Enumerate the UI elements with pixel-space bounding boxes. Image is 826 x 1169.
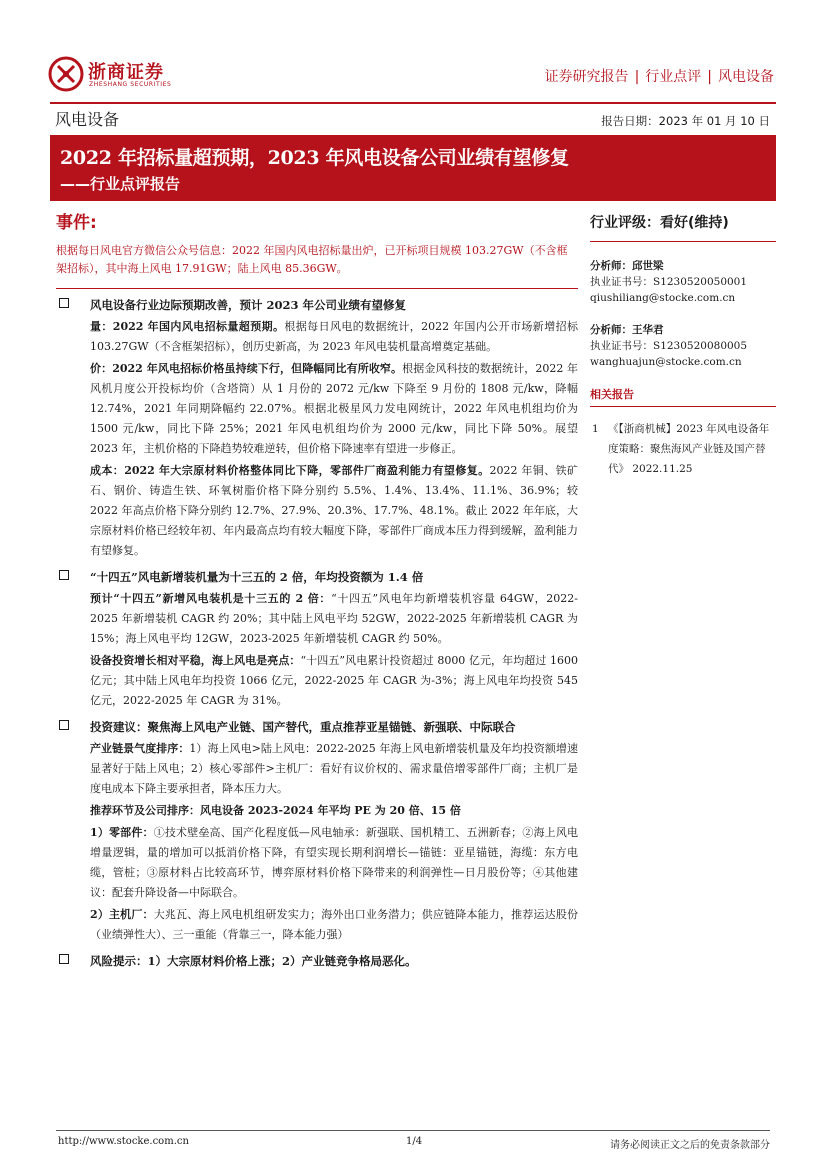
analyst-email[interactable]: wanghuajun@stocke.com.cn	[590, 356, 742, 368]
paragraph-lead: 2）主机厂：	[90, 908, 154, 921]
paragraph-lead: 1）零部件：	[90, 826, 154, 839]
section-heading: “十四五”风电新增装机量为十三五的 2 倍，年均投资额为 1.4 倍	[90, 570, 424, 584]
analyst-license: 执业证书号：S1230520080005	[590, 340, 748, 352]
paragraph	[90, 651, 578, 711]
sidebar	[590, 212, 776, 479]
section-4-risk	[56, 951, 578, 971]
related-report-title: 《【浙商机械】2023 年风电设备年度策略：聚焦海风产业链及国产替代》 2022.11.25	[608, 423, 770, 475]
paragraph-lead: 推荐环节及公司排序：风电设备 2023-2024 年平均 PE 为 20 倍、15 倍	[90, 804, 461, 817]
paragraph-lead: 量：2022 年国内风电招标量超预期。	[90, 320, 285, 333]
industry-rating: 行业评级：看好(维持)	[590, 212, 776, 242]
paragraph-lead: 价：2022 年风电招标价格虽持续下行，但降幅同比有所收窄。	[90, 362, 403, 375]
paragraph-lead: 产业链景气度排序：	[90, 742, 190, 755]
analyst-card	[590, 258, 776, 306]
report-title: 2022 年招标量超预期，2023 年风电设备公司业绩有望修复	[60, 147, 569, 169]
checkbox-bullet-icon	[59, 298, 69, 308]
paragraph	[90, 801, 578, 821]
footer-disclaimer: 请务必阅读正文之后的免责条款部分	[610, 1140, 770, 1151]
event-summary: 根据每日风电官方微信公众号信息：2022 年国内风电招标量出炉，已开标项目规模 103.27GW（不含框架招标），其中海上风电 17.91GW；陆上风电 85.36GW。	[56, 244, 568, 275]
company-logo	[48, 56, 248, 96]
event-divider	[56, 288, 578, 289]
checkbox-bullet-icon	[59, 570, 69, 580]
main-content	[56, 208, 578, 971]
title-banner	[50, 135, 776, 201]
paragraph-text: 1）海上风电>陆上风电：2022-2025 年海上风电新增装机量及年均投资额增速显著好于陆上风电；2）核心零部件>主机厂：看好有议价权的、需求量倍增零部件厂商；主机厂是度电成本下降主要承担者，降本压力大。	[90, 742, 579, 795]
analyst-name: 分析师：邱世梁	[590, 260, 664, 272]
paragraph-lead: 成本：2022 年大宗原材料价格整体同比下降，零部件厂商盈利能力有望修复。	[90, 464, 490, 477]
section-heading: 风电设备行业边际预期改善，预计 2023 年公司业绩有望修复	[90, 298, 407, 312]
risk-warning: 风险提示：1）大宗原材料价格上涨；2）产业链竞争格局恶化。	[90, 954, 417, 968]
analyst-card	[590, 322, 776, 370]
breadcrumb-item-review: 行业点评	[645, 69, 702, 85]
paragraph	[90, 905, 578, 945]
checkbox-bullet-icon	[59, 720, 69, 730]
related-report-item[interactable]	[590, 419, 776, 479]
paragraph-text: 根据金风科技的数据统计，2022 年风机月度公开投标均价（含塔筒）从 1 月份的 2072 元/kw 下降至 9 月份的 1808 元/kw，降幅 12.74%，2021 年同期降幅约 22.07%。根据北极星风力发电网统计，2022 年风电机组均价为 1500 元/kw，同比下降 25%；2021 年风电机组均价为 2000 元/kw，同比下降 50%。展望 2023 年，主机价格的下降趋势较难逆转，但价格下降速率有望进一步修正。	[90, 362, 578, 455]
paragraph-lead: 预计“十四五”新增风电装机是十三五的 2 倍：	[90, 592, 332, 605]
paragraph-text: 大兆瓦、海上风电机组研发实力；海外出口业务潜力；供应链降本能力，推荐运达股份（业绩弹性大）、三一重能（背靠三一，降本能力强）	[90, 908, 579, 941]
paragraph-text: “十四五”风电累计投资超过 8000 亿元，年均超过 1600 亿元；其中陆上风电年均投资 1066 亿元，2022-2025 年 CAGR 为-3%；海上风电年均投资 545 亿元，2022-2025 年 CAGR 为 31%。	[90, 654, 578, 707]
logo-text-en: ZHESHANG SECURITIES	[89, 81, 172, 88]
header-breadcrumb	[545, 66, 774, 86]
paragraph	[90, 823, 578, 903]
paragraph-text: 根据每日风电的数据统计，2022 年国内公开市场新增招标 103.27GW（不含框架招标），创历史新高，为 2023 年风电装机量高增奠定基础。	[90, 320, 578, 353]
section-3	[56, 717, 578, 945]
paragraph-text: ①技术壁垒高、国产化程度低—风电轴承：新强联、国机精工、五洲新春；②海上风电增量逻辑，量的增加可以抵消价格下降，有望实现长期利润增长—锚链：亚星锚链，海缆：东方电缆，管桩；③原材料占比较高环节，博弈原材料价格下降带来的利润弹性—日月股份等；④其他建议：配套升降设备—中际联合。	[90, 826, 579, 899]
breadcrumb-item-sector: 风电设备	[718, 69, 774, 85]
analyst-email[interactable]: qiushiliang@stocke.com.cn	[590, 292, 736, 304]
analyst-name: 分析师：王华君	[590, 324, 664, 336]
breadcrumb-separator: |	[634, 69, 640, 85]
page-number: 1/4	[406, 1136, 423, 1147]
analyst-license: 执业证书号：S1230520050001	[590, 276, 748, 288]
header-divider	[50, 102, 776, 104]
breadcrumb-item-research: 证券研究报告	[544, 69, 629, 85]
footer-website-link[interactable]: http://www.stocke.com.cn	[58, 1136, 189, 1147]
paragraph-text: “十四五”风电年均新增装机容量 64GW，2022-2025 年新增装机 CAGR 约 20%；其中陆上风电平均 52GW，2022-2025 年新增装机 CAGR 为 15%；海上风电平均 12GW，2023-2025 年新增装机 CAGR 约 50%。	[90, 592, 579, 645]
paragraph	[90, 317, 578, 357]
logo-mark-icon	[48, 56, 84, 92]
event-heading: 事件:	[56, 213, 97, 233]
section-heading: 投资建议：聚焦海上风电产业链、国产替代，重点推荐亚星锚链、新强联、中际联合	[90, 720, 516, 734]
footer-divider	[56, 1130, 770, 1131]
related-report-number: 1	[592, 423, 599, 435]
sector-label: 风电设备	[55, 110, 120, 129]
paragraph	[90, 739, 578, 799]
paragraph	[90, 589, 578, 649]
report-subtitle: ——行业点评报告	[60, 175, 181, 193]
logo-text-cn: 浙商证券	[88, 62, 164, 83]
related-reports-heading: 相关报告	[590, 386, 776, 407]
report-date: 报告日期：2023 年 01 月 10 日	[601, 114, 770, 128]
section-2	[56, 567, 578, 711]
checkbox-bullet-icon	[59, 954, 69, 964]
paragraph	[90, 461, 578, 561]
paragraph	[90, 359, 578, 459]
breadcrumb-separator: |	[707, 69, 712, 85]
section-1	[56, 295, 578, 561]
paragraph-text: 2022 年铜、铁矿石、钢价、铸造生铁、环氧树脂价格下降分别约 5.5%、1.4%、13.4%、11.1%、36.9%；较 2022 年高点价格下降分别约 12.7%、27.9%、20.3%、17.7%、48.1%。截止 2022 年年底，大宗原材料价格已经较年初、年内最高点均有较大幅度下降，零部件厂商成本压力得到缓解，盈利能力有望修复。	[90, 464, 578, 557]
paragraph-lead: 设备投资增长相对平稳，海上风电是亮点：	[90, 654, 301, 667]
